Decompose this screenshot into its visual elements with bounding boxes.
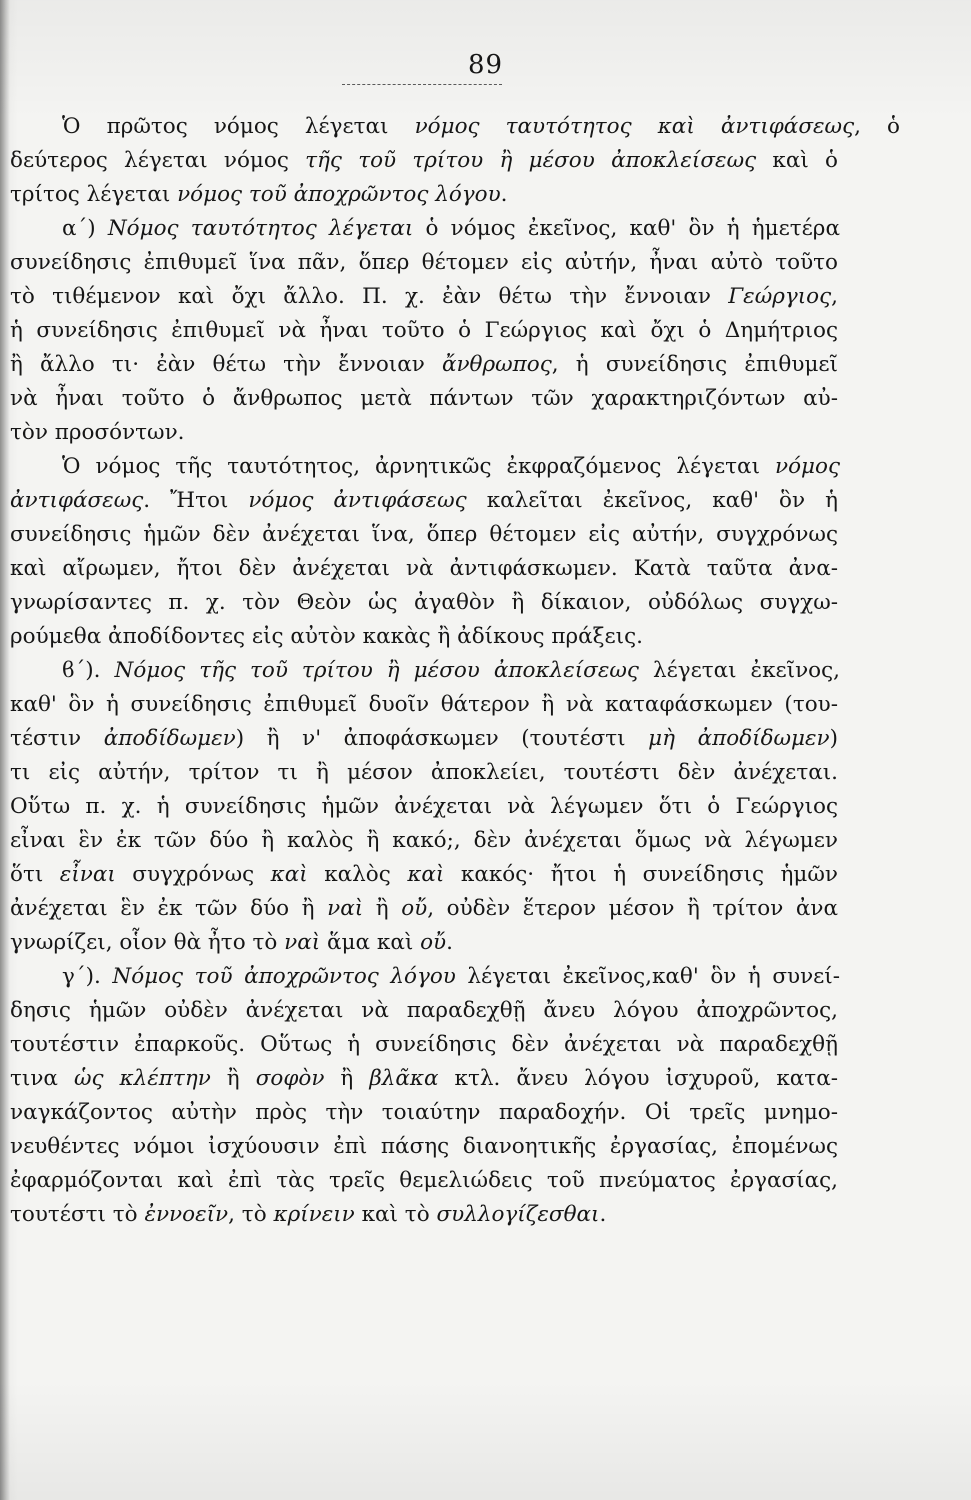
text-segment: τινα	[10, 1066, 74, 1091]
italic-text-segment: σοφὸν	[255, 1066, 325, 1091]
text-line	[10, 790, 838, 824]
text-segment: συνείδησις ἐπιθυμεῖ ἵνα πᾶν, ὅπερ θέτομεν εἰς αὐτήν, ἦναι αὐτὸ τοῦτο	[10, 250, 838, 275]
text-segment: ) ἢ ν' ἀποφάσκωμεν (τουτέστι	[235, 726, 649, 751]
text-line	[10, 722, 838, 756]
text-segment: καὶ ὁ	[756, 148, 838, 173]
italic-text-segment: καὶ	[407, 862, 445, 887]
text-segment: α΄)	[62, 216, 108, 241]
text-line	[10, 1096, 838, 1130]
header-rule	[342, 84, 502, 85]
italic-text-segment: οὔ	[420, 930, 447, 955]
text-segment: καὶ αἴρωμεν, ἤτοι δὲν ἀνέχεται νὰ ἀντιφάσκωμεν. Κατὰ ταῦτα ἀνα-	[10, 556, 838, 581]
text-segment: δησις ἡμῶν οὐδὲν ἀνέχεται νὰ παραδεχθῇ ἄνευ λόγου ἀποχρῶντος,	[10, 998, 838, 1023]
text-segment: ἅμα καὶ	[320, 930, 421, 955]
text-segment: , τὸ	[228, 1202, 274, 1227]
text-segment: λέγεται ἐκεῖνος,	[638, 658, 840, 683]
italic-text-segment: Γεώργιος	[728, 284, 832, 309]
text-segment: .	[500, 182, 508, 207]
italic-text-segment: καὶ	[270, 862, 308, 887]
italic-text-segment: μὴ ἀποδίδωμεν	[648, 726, 830, 751]
text-segment: .	[446, 930, 453, 955]
text-segment: ϐ΄).	[62, 658, 115, 683]
text-line	[10, 178, 570, 212]
text-line	[62, 654, 840, 688]
italic-text-segment: ἐννοεῖν	[144, 1202, 229, 1227]
italic-text-segment: εἶναι	[59, 862, 116, 887]
text-segment: ἐφαρμόζονται καὶ ἐπὶ τὰς τρεῖς θεμελιώδεις τοῦ πνεύματος ἐργασίας,	[10, 1168, 838, 1193]
text-segment: καὶ τὸ	[354, 1202, 437, 1227]
italic-text-segment: κρίνειν	[273, 1202, 355, 1227]
text-segment: γνωρίζει, οἷον θὰ ἦτο τὸ	[10, 930, 285, 955]
text-line	[10, 1028, 838, 1062]
text-segment: κακός· ἤτοι ἡ συνείδησις ἡμῶν	[444, 862, 838, 887]
text-segment: Οὕτω π. χ. ἡ συνείδησις ἡμῶν ἀνέχεται νὰ λέγωμεν ὅτι ὁ Γεώργιος	[10, 794, 838, 819]
text-segment: ναγκάζοντος αὐτὴν πρὸς τὴν τοιαύτην παραδοχήν. Οἱ τρεῖς μνημο-	[10, 1100, 838, 1125]
text-segment: ,	[831, 284, 838, 309]
text-line	[62, 212, 840, 246]
text-segment: ἢ	[363, 896, 402, 921]
italic-text-segment: ἀντιφάσεως	[10, 488, 144, 513]
text-line	[10, 144, 838, 178]
text-segment: δεύτερος λέγεται νόμος	[10, 148, 306, 173]
text-line	[62, 960, 840, 994]
text-segment: νευθέντες νόμοι ἰσχύουσιν ἐπὶ πάσης διανοητικῆς ἐργασίας, ἐπομένως	[10, 1134, 838, 1159]
binding-shadow	[0, 0, 10, 1500]
text-segment: τουτέστιν ἐπαρκοῦς. Οὕτως ἡ συνείδησις δὲν ἀνέχεται νὰ παραδεχθῇ	[10, 1032, 838, 1057]
italic-text-segment: συλλογίζεσθαι	[436, 1202, 600, 1227]
text-segment: συγχρόνως	[115, 862, 271, 887]
italic-text-segment: ὡς κλέπτην	[73, 1066, 211, 1091]
text-segment: νὰ ἦναι τοῦτο ὁ ἄνθρωπος μετὰ πάντων τῶν χαρακτηριζόντων αὐ-	[10, 386, 838, 411]
text-line	[10, 1062, 838, 1096]
text-segment: τὸ τιθέμενον καὶ ὄχι ἄλλο. Π. χ. ἐὰν θέτω τὴν ἔννοιαν	[10, 284, 729, 309]
text-line	[10, 484, 838, 518]
text-line	[10, 994, 838, 1028]
italic-text-segment: νόμος ἀντιφάσεως	[248, 488, 467, 513]
text-segment: ἢ	[324, 1066, 370, 1091]
text-segment: συνείδησις ἡμῶν δὲν ἀνέχεται ἵνα, ὅπερ θέτομεν εἰς αὐτήν, συγχρόνως	[10, 522, 838, 547]
italic-text-segment: νόμος τοῦ ἀποχρῶντος λόγου	[177, 182, 501, 207]
text-line	[10, 620, 710, 654]
page-number: 89	[467, 50, 504, 80]
text-segment: , ἡ συνείδησις ἐπιθυμεῖ	[551, 352, 838, 377]
text-segment: εἶναι ἓν ἐκ τῶν δύο ἢ καλὸς ἢ κακό;, δὲν ἀνέχεται ὅμως νὰ λέγωμεν	[10, 828, 838, 853]
italic-text-segment: βλᾶκα	[369, 1066, 439, 1091]
text-line	[10, 858, 838, 892]
text-line	[10, 348, 838, 382]
text-segment: ἢ	[210, 1066, 256, 1091]
text-segment: )	[829, 726, 839, 751]
text-segment: τι εἰς αὐτήν, τρίτον τι ἢ μέσον ἀποκλείει, τουτέστι δὲν ἀνέχεται.	[10, 760, 838, 785]
text-line	[10, 926, 530, 960]
text-segment: ἢ ἄλλο τι· ἐὰν θέτω τὴν ἔννοιαν	[10, 352, 442, 377]
text-line	[10, 824, 838, 858]
text-segment: τὸν προσόντων.	[10, 420, 185, 445]
text-segment: τέστιν	[10, 726, 104, 751]
text-segment: γνωρίσαντες π. χ. τὸν Θεὸν ὡς ἀγαθὸν ἢ δίκαιον, οὐδόλως συγχω-	[10, 590, 838, 615]
text-segment: καλεῖται ἐκεῖνος, καθ' ὃν ἡ	[466, 488, 838, 513]
italic-text-segment: Νόμος ταυτότητος λέγεται	[107, 216, 414, 241]
text-segment: κτλ. ἄνευ λόγου ἰσχυροῦ, κατα-	[438, 1066, 838, 1091]
text-segment: ἡ συνείδησις ἐπιθυμεῖ νὰ ἦναι τοῦτο ὁ Γεώργιος καὶ ὄχι ὁ Δημήτριος	[10, 318, 838, 343]
italic-text-segment: τῆς τοῦ τρίτου ἢ μέσου ἀποκλείσεως	[305, 148, 757, 173]
italic-text-segment: ναὶ	[284, 930, 321, 955]
text-segment: καθ' ὃν ἡ συνείδησις ἐπιθυμεῖ δυοῖν θάτερον ἢ νὰ καταφάσκωμεν (του-	[10, 692, 838, 717]
text-line	[10, 688, 838, 722]
italic-text-segment: νόμος	[775, 454, 840, 479]
text-segment: Ὁ πρῶτος νόμος λέγεται	[62, 114, 415, 139]
text-segment: ἀνέχεται ἓν ἐκ τῶν δύο ἢ	[10, 896, 328, 921]
text-line	[10, 416, 430, 450]
text-line	[10, 552, 838, 586]
text-segment: . Ἤτοι	[143, 488, 249, 513]
text-segment: Ὁ νόμος τῆς ταυτότητος, ἀρνητικῶς ἐκφραζόμενος λέγεται	[62, 454, 776, 479]
text-segment: τουτέστι τὸ	[10, 1202, 145, 1227]
text-segment: γ΄).	[62, 964, 113, 989]
text-line	[10, 1164, 838, 1198]
text-segment: λέγεται ἐκεῖνος,καθ' ὃν ἡ συνεί-	[455, 964, 840, 989]
text-line	[10, 382, 838, 416]
text-segment: , οὐδὲν ἕτερον μέσον ἢ τρίτον ἀνα	[427, 896, 838, 921]
text-line	[10, 586, 838, 620]
text-line	[62, 110, 900, 144]
italic-text-segment: Νόμος τοῦ ἀποχρῶντος λόγου	[112, 964, 456, 989]
italic-text-segment: Νόμος τῆς τοῦ τρίτου ἢ μέσου ἀποκλείσεως	[114, 658, 639, 683]
italic-text-segment: νόμος ταυτότητος καὶ ἀντιφάσεως	[414, 114, 855, 139]
text-line	[10, 1198, 670, 1232]
italic-text-segment: ἄνθρωπος	[441, 352, 552, 377]
text-line	[10, 246, 838, 280]
text-segment: ὅτι	[10, 862, 60, 887]
text-line	[10, 1130, 838, 1164]
text-line	[10, 756, 838, 790]
text-line	[10, 892, 838, 926]
text-segment: ρούμεθα ἀποδίδοντες εἰς αὐτὸν κακὰς ἢ ἀδίκους πράξεις.	[10, 624, 643, 649]
italic-text-segment: οὔ	[401, 896, 428, 921]
text-segment: τρίτος λέγεται	[10, 182, 178, 207]
text-line	[10, 280, 838, 314]
text-line	[62, 450, 840, 484]
italic-text-segment: ναὶ	[327, 896, 364, 921]
text-line	[10, 314, 838, 348]
italic-text-segment: ἀποδίδωμεν	[103, 726, 236, 751]
text-segment: καλὸς	[307, 862, 408, 887]
text-segment: .	[599, 1202, 607, 1227]
text-segment: ὁ νόμος ἐκεῖνος, καθ' ὃν ἡ ἡμετέρα	[413, 216, 840, 241]
text-segment: , ὁ	[854, 114, 900, 139]
text-line	[10, 518, 838, 552]
